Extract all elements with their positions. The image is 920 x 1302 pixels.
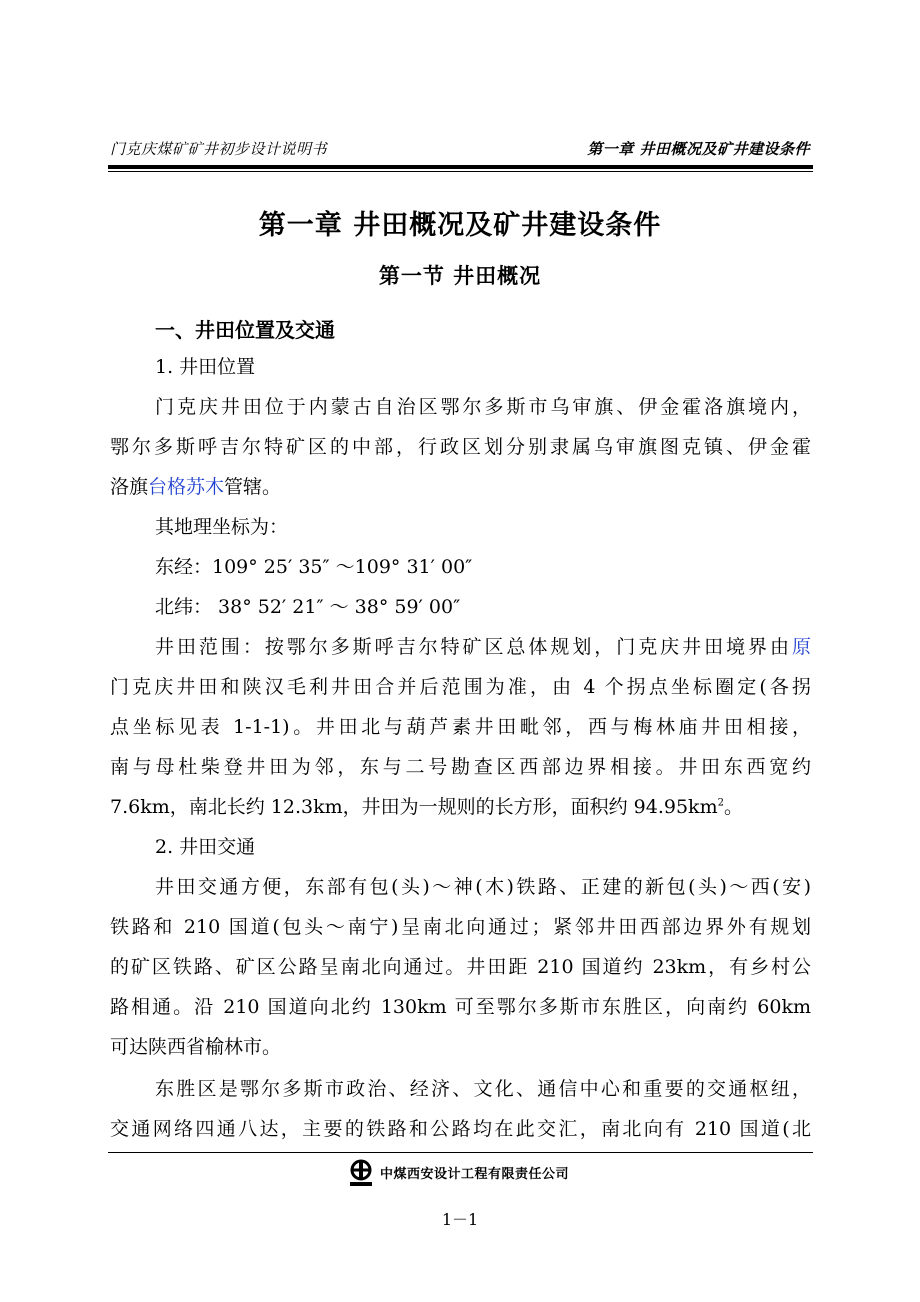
item1-heading: 1. 井田位置 — [155, 356, 256, 378]
place-link[interactable]: 台格苏木 — [148, 476, 225, 498]
paragraph-line — [155, 638, 811, 657]
paragraph-line: 门克庆井田和陕汉毛利井田合并后范围为准，由 4 个拐点坐标圈定(各拐 — [110, 676, 811, 698]
item2-heading: 2. 井田交通 — [155, 836, 256, 858]
subsection-title: 一、井田位置及交通 — [155, 318, 335, 342]
paragraph-text: 洛旗 — [110, 476, 149, 498]
paragraph-text: 。 — [723, 796, 743, 818]
paragraph-line: 门克庆井田位于内蒙古自治区鄂尔多斯市乌审旗、伊金霍洛旗境内， — [155, 396, 811, 418]
paragraph-text: 7.6km，南北长约 12.3km，井田为一规则的长方形，面积约 94.95km — [110, 796, 718, 818]
paragraph-line: 点坐标见表 1-1-1)。井田北与葫芦素井田毗邻，西与梅林庙井田相接， — [110, 716, 811, 738]
header-rule-thick — [108, 165, 813, 169]
paragraph-text: 管辖。 — [224, 476, 282, 498]
page-number: 1－1 — [441, 1210, 479, 1229]
paragraph-text: 井田范围：按鄂尔多斯呼吉尔特矿区总体规划，门克庆井田境界由 — [155, 636, 792, 658]
superscript: 2 — [717, 797, 724, 809]
paragraph-line — [110, 478, 281, 497]
paragraph-line: 的矿区铁路、矿区公路呈南北向通过。井田距 210 国道约 23km，有乡村公 — [110, 956, 811, 978]
company-logo-icon — [346, 1158, 376, 1188]
paragraph-line: 东胜区是鄂尔多斯市政治、经济、文化、通信中心和重要的交通枢纽， — [155, 1078, 811, 1100]
paragraph-line — [110, 798, 743, 817]
paragraph-line: 铁路和 210 国道(包头～南宁)呈南北向通过；紧邻井田西部边界外有规划 — [110, 916, 811, 938]
paragraph-line: 路相通。沿 210 国道向北约 130km 可至鄂尔多斯市东胜区，向南约 60km — [110, 996, 811, 1018]
header-chapter: 第一章 井田概况及矿井建设条件 — [587, 140, 810, 158]
paragraph-line: 井田交通方便，东部有包(头)～神(木)铁路、正建的新包(头)～西(安) — [155, 876, 811, 898]
footer-rule — [108, 1152, 813, 1153]
chapter-title: 第一章 井田概况及矿井建设条件 — [258, 210, 662, 241]
paragraph-line: 南与母杜柴登井田为邻，东与二号勘查区西部边界相接。井田东西宽约 — [110, 756, 811, 778]
section-title: 第一节 井田概况 — [378, 264, 542, 288]
paragraph-line: 鄂尔多斯呼吉尔特矿区的中部，行政区划分别隶属乌审旗图克镇、伊金霍 — [110, 436, 811, 458]
paragraph-line: 可达陕西省榆林市。 — [110, 1036, 282, 1058]
original-link[interactable]: 原 — [791, 636, 811, 658]
paragraph-line: 交通网络四通八达，主要的铁路和公路均在此交汇，南北向有 210 国道(北 — [110, 1118, 811, 1140]
longitude: 东经：109° 25′ 35″ ～109° 31′ 00″ — [155, 556, 473, 578]
coord-intro: 其地理坐标为： — [155, 516, 289, 538]
footer-company: 中煤西安设计工程有限责任公司 — [380, 1167, 570, 1182]
header-doc-title: 门克庆煤矿矿井初步设计说明书 — [110, 140, 328, 158]
header-rule-thin — [108, 171, 813, 172]
latitude: 北纬： 38° 52′ 21″ ～ 38° 59′ 00″ — [155, 596, 461, 618]
